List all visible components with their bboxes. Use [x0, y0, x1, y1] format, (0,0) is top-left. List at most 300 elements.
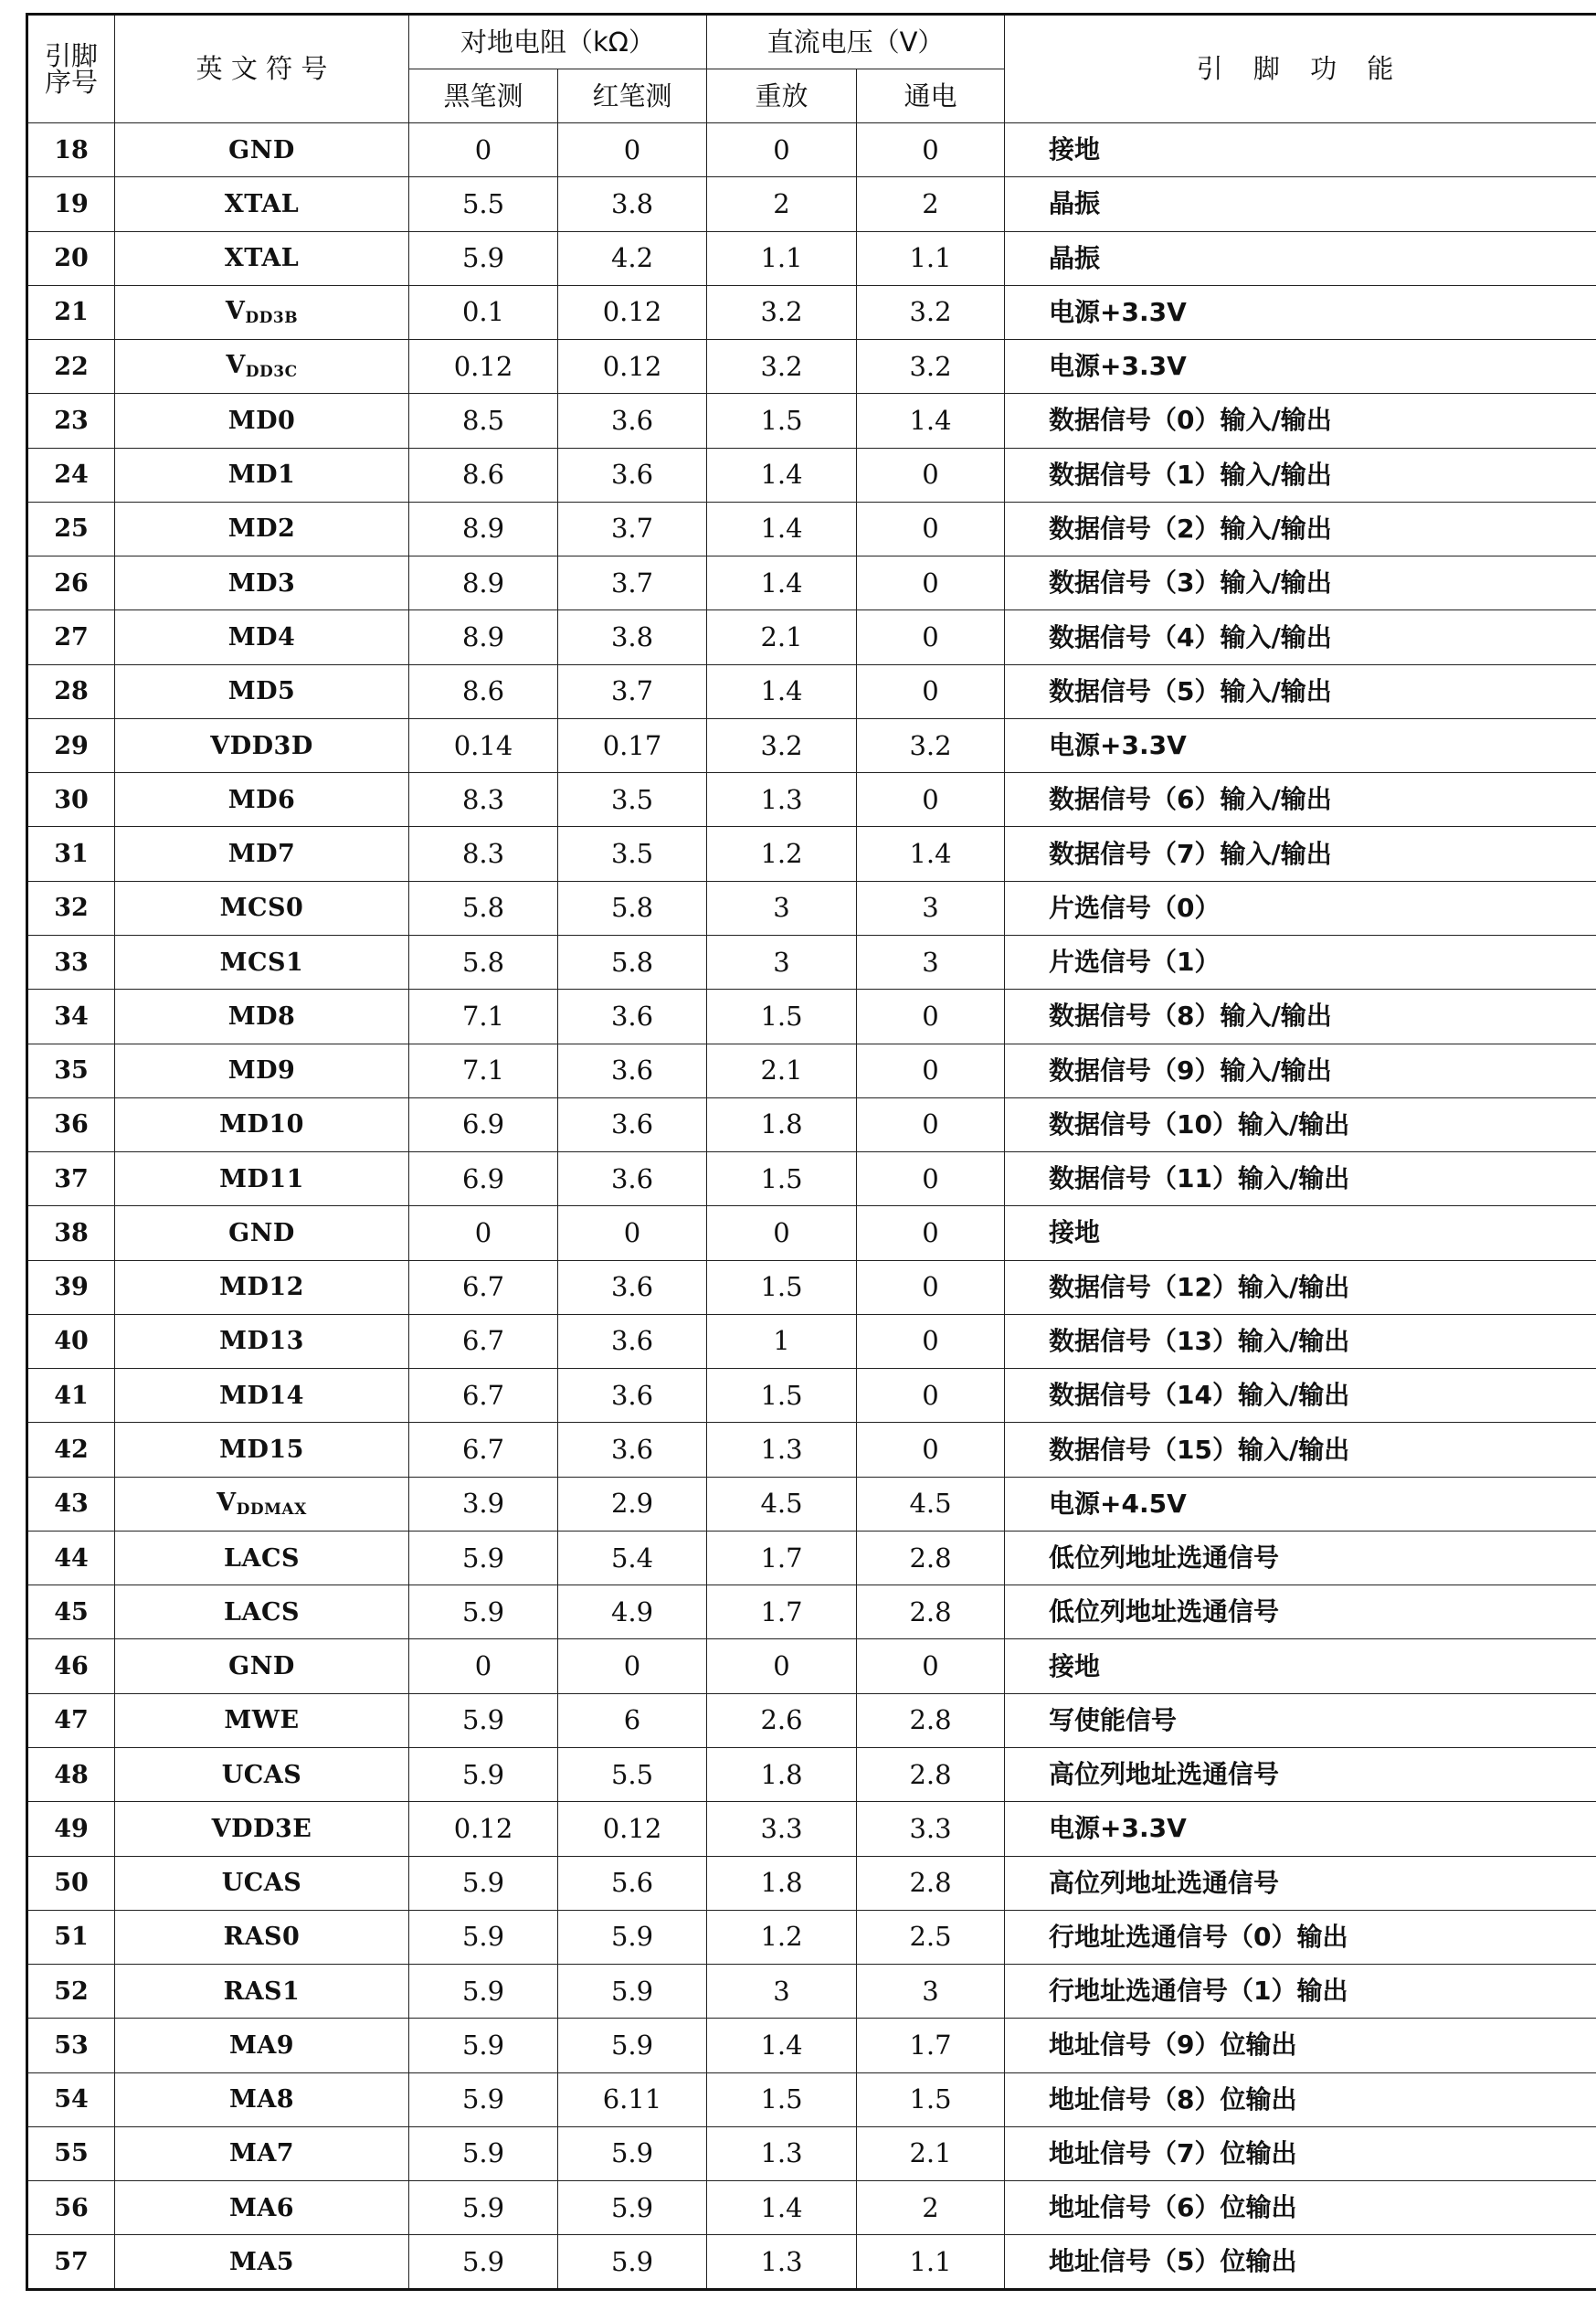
symbol-cell: MD0: [115, 394, 409, 448]
pin-number-cell: 22: [27, 340, 115, 394]
table-row: [27, 1260, 1596, 1314]
table-row: [27, 1802, 1596, 1856]
power-on-voltage-cell: 3.3: [857, 1802, 1005, 1856]
playback-voltage-cell: 3.2: [707, 718, 857, 772]
playback-voltage-cell: 1.2: [707, 827, 857, 881]
symbol-cell: MD11: [115, 1152, 409, 1206]
playback-voltage-cell: 3: [707, 935, 857, 989]
black-probe-cell: 8.5: [409, 394, 558, 448]
symbol-cell: RAS0: [115, 1910, 409, 1964]
playback-voltage-cell: 0: [707, 123, 857, 177]
table-row: [27, 1477, 1596, 1531]
symbol-cell: [115, 340, 409, 394]
power-on-voltage-cell: 1.5: [857, 2072, 1005, 2126]
red-probe-cell: 3.6: [558, 990, 707, 1044]
function-cell: 低位列地址选通信号: [1005, 1531, 1596, 1585]
power-on-voltage-cell: 0: [857, 502, 1005, 556]
function-cell: 电源+3.3V: [1005, 340, 1596, 394]
function-cell: 数据信号（14）输入/输出: [1005, 1369, 1596, 1423]
table-row: [27, 1152, 1596, 1206]
table-row: [27, 773, 1596, 827]
symbol-cell: MD9: [115, 1044, 409, 1097]
function-cell: 晶振: [1005, 231, 1596, 285]
table-row: [27, 1693, 1596, 1747]
table-row: [27, 1206, 1596, 1260]
black-probe-cell: 0: [409, 1206, 558, 1260]
black-probe-cell: 5.9: [409, 1585, 558, 1639]
pin-number-cell: 47: [27, 1693, 115, 1747]
table-row: [27, 2181, 1596, 2235]
power-on-header: 通电: [857, 69, 1005, 123]
black-probe-cell: 6.7: [409, 1369, 558, 1423]
black-probe-cell: 6.7: [409, 1314, 558, 1368]
table-row: [27, 610, 1596, 664]
pin-number-cell: 50: [27, 1856, 115, 1910]
table-row: [27, 2072, 1596, 2126]
function-cell: 片选信号（1）: [1005, 935, 1596, 989]
black-probe-cell: 6.7: [409, 1423, 558, 1477]
symbol-cell: LACS: [115, 1531, 409, 1585]
red-probe-cell: 0: [558, 123, 707, 177]
symbol-cell: MD2: [115, 502, 409, 556]
red-probe-cell: 3.7: [558, 502, 707, 556]
pin-number-cell: 18: [27, 123, 115, 177]
black-probe-cell: 8.6: [409, 664, 558, 718]
function-cell: 电源+4.5V: [1005, 1477, 1596, 1531]
black-probe-cell: 5.9: [409, 231, 558, 285]
table-row: [27, 556, 1596, 610]
table-row: [27, 2126, 1596, 2180]
symbol-cell: UCAS: [115, 1747, 409, 1801]
black-probe-cell: 8.6: [409, 448, 558, 502]
playback-voltage-cell: 1.4: [707, 502, 857, 556]
function-cell: 数据信号（5）输入/输出: [1005, 664, 1596, 718]
black-probe-cell: 8.3: [409, 773, 558, 827]
power-on-voltage-cell: 0: [857, 448, 1005, 502]
power-on-voltage-cell: 2.8: [857, 1693, 1005, 1747]
function-cell: 地址信号（8）位输出: [1005, 2072, 1596, 2126]
black-probe-cell: 6.7: [409, 1260, 558, 1314]
pin-number-cell: 34: [27, 990, 115, 1044]
power-on-voltage-cell: 1.1: [857, 231, 1005, 285]
power-on-voltage-cell: 0: [857, 1152, 1005, 1206]
black-probe-cell: 8.9: [409, 610, 558, 664]
playback-voltage-cell: 1: [707, 1314, 857, 1368]
power-on-voltage-cell: 0: [857, 123, 1005, 177]
symbol-cell: GND: [115, 123, 409, 177]
symbol-cell: GND: [115, 1206, 409, 1260]
power-on-voltage-cell: 2.1: [857, 2126, 1005, 2180]
symbol-cell: XTAL: [115, 177, 409, 231]
table-row: [27, 2235, 1596, 2290]
power-on-voltage-cell: 3.2: [857, 340, 1005, 394]
red-probe-cell: 6: [558, 1693, 707, 1747]
function-cell: 数据信号（10）输入/输出: [1005, 1097, 1596, 1151]
table-row: [27, 664, 1596, 718]
table-row: [27, 1044, 1596, 1097]
function-cell: 地址信号（9）位输出: [1005, 2019, 1596, 2072]
power-on-voltage-cell: 0: [857, 1044, 1005, 1097]
symbol-cell: MD5: [115, 664, 409, 718]
table-row: [27, 285, 1596, 339]
pin-number-cell: 41: [27, 1369, 115, 1423]
symbol-base: V: [225, 296, 246, 325]
pin-number-cell: 54: [27, 2072, 115, 2126]
function-cell: 地址信号（7）位输出: [1005, 2126, 1596, 2180]
symbol-subscript: DD3B: [245, 308, 299, 327]
function-cell: 数据信号（8）输入/输出: [1005, 990, 1596, 1044]
power-on-voltage-cell: 0: [857, 1423, 1005, 1477]
symbol-cell: MD10: [115, 1097, 409, 1151]
table-body: [27, 123, 1596, 2290]
resistance-header: 对地电阻（kΩ）: [409, 15, 707, 69]
red-probe-cell: 5.5: [558, 1747, 707, 1801]
black-probe-cell: 5.9: [409, 1531, 558, 1585]
power-on-voltage-cell: 2.8: [857, 1585, 1005, 1639]
playback-voltage-cell: 1.7: [707, 1531, 857, 1585]
playback-voltage-cell: 1.5: [707, 990, 857, 1044]
red-probe-cell: 3.6: [558, 1152, 707, 1206]
pin-number-cell: 52: [27, 1965, 115, 2019]
playback-voltage-cell: 1.5: [707, 2072, 857, 2126]
red-probe-cell: 5.9: [558, 1910, 707, 1964]
red-probe-cell: 0: [558, 1206, 707, 1260]
red-probe-cell: 3.6: [558, 1423, 707, 1477]
black-probe-cell: 5.8: [409, 881, 558, 935]
symbol-cell: MWE: [115, 1693, 409, 1747]
power-on-voltage-cell: 0: [857, 1097, 1005, 1151]
black-probe-cell: 0.14: [409, 718, 558, 772]
table-row: [27, 1747, 1596, 1801]
power-on-voltage-cell: 3: [857, 1965, 1005, 2019]
playback-voltage-cell: 2.1: [707, 610, 857, 664]
black-probe-cell: 5.5: [409, 177, 558, 231]
red-probe-cell: 2.9: [558, 1477, 707, 1531]
red-probe-cell: 3.6: [558, 1369, 707, 1423]
power-on-voltage-cell: 0: [857, 1639, 1005, 1693]
playback-voltage-cell: 3.2: [707, 285, 857, 339]
function-cell: 片选信号（0）: [1005, 881, 1596, 935]
table-header: [27, 15, 1596, 123]
symbol-cell: MCS0: [115, 881, 409, 935]
function-cell: 地址信号（5）位输出: [1005, 2235, 1596, 2290]
red-probe-cell: 0.12: [558, 285, 707, 339]
function-cell: 数据信号（4）输入/输出: [1005, 610, 1596, 664]
power-on-voltage-cell: 0: [857, 1369, 1005, 1423]
table-row: [27, 990, 1596, 1044]
symbol-cell: MD14: [115, 1369, 409, 1423]
function-cell: 数据信号（13）输入/输出: [1005, 1314, 1596, 1368]
black-probe-cell: 0: [409, 123, 558, 177]
symbol-base: V: [226, 351, 246, 380]
playback-voltage-cell: 1.5: [707, 1369, 857, 1423]
black-probe-cell: 5.9: [409, 1747, 558, 1801]
symbol-cell: MD7: [115, 827, 409, 881]
playback-voltage-cell: 1.4: [707, 664, 857, 718]
playback-voltage-cell: 1.5: [707, 1152, 857, 1206]
function-cell: 数据信号（6）输入/输出: [1005, 773, 1596, 827]
playback-voltage-cell: 1.5: [707, 1260, 857, 1314]
power-on-voltage-cell: 0: [857, 664, 1005, 718]
symbol-cell: [115, 285, 409, 339]
symbol-cell: MD1: [115, 448, 409, 502]
power-on-voltage-cell: 0: [857, 1260, 1005, 1314]
pin-number-cell: 48: [27, 1747, 115, 1801]
power-on-voltage-cell: 2: [857, 2181, 1005, 2235]
pin-number-cell: 25: [27, 502, 115, 556]
playback-voltage-cell: 3.2: [707, 340, 857, 394]
symbol-base: V: [217, 1488, 237, 1517]
playback-header: 重放: [707, 69, 857, 123]
pin-number-cell: 38: [27, 1206, 115, 1260]
red-probe-cell: 6.11: [558, 2072, 707, 2126]
red-probe-cell: 3.6: [558, 394, 707, 448]
symbol-cell: [115, 1477, 409, 1531]
function-cell: 数据信号（12）输入/输出: [1005, 1260, 1596, 1314]
power-on-voltage-cell: 2.5: [857, 1910, 1005, 1964]
symbol-cell: MA9: [115, 2019, 409, 2072]
pin-number-cell: 46: [27, 1639, 115, 1693]
black-probe-cell: 5.9: [409, 2235, 558, 2290]
black-probe-cell: 7.1: [409, 990, 558, 1044]
pin-number-cell: 23: [27, 394, 115, 448]
pin-number-cell: 51: [27, 1910, 115, 1964]
function-cell: 接地: [1005, 123, 1596, 177]
red-probe-cell: 5.9: [558, 2019, 707, 2072]
playback-voltage-cell: 3.3: [707, 1802, 857, 1856]
playback-voltage-cell: 0: [707, 1206, 857, 1260]
pin-number-cell: 42: [27, 1423, 115, 1477]
symbol-cell: MD13: [115, 1314, 409, 1368]
table-row: [27, 1314, 1596, 1368]
symbol-cell: VDD3E: [115, 1802, 409, 1856]
red-probe-cell: 5.6: [558, 1856, 707, 1910]
function-cell: 地址信号（6）位输出: [1005, 2181, 1596, 2235]
table-row: [27, 1585, 1596, 1639]
function-cell: 写使能信号: [1005, 1693, 1596, 1747]
red-probe-cell: 0: [558, 1639, 707, 1693]
playback-voltage-cell: 1.8: [707, 1097, 857, 1151]
power-on-voltage-cell: 0: [857, 1206, 1005, 1260]
black-probe-cell: 5.9: [409, 1965, 558, 2019]
playback-voltage-cell: 1.5: [707, 394, 857, 448]
red-probe-cell: 3.8: [558, 177, 707, 231]
function-cell: 低位列地址选通信号: [1005, 1585, 1596, 1639]
symbol-cell: MD6: [115, 773, 409, 827]
pin-number-cell: 44: [27, 1531, 115, 1585]
red-probe-cell: 0.12: [558, 340, 707, 394]
black-probe-header: 黑笔测: [409, 69, 558, 123]
red-probe-cell: 3.8: [558, 610, 707, 664]
power-on-voltage-cell: 3: [857, 881, 1005, 935]
power-on-voltage-cell: 1.7: [857, 2019, 1005, 2072]
symbol-cell: MD8: [115, 990, 409, 1044]
symbol-cell: MA5: [115, 2235, 409, 2290]
pin-number-cell: 33: [27, 935, 115, 989]
symbol-cell: GND: [115, 1639, 409, 1693]
playback-voltage-cell: 1.3: [707, 773, 857, 827]
red-probe-cell: 0.17: [558, 718, 707, 772]
red-probe-cell: 5.4: [558, 1531, 707, 1585]
pin-number-cell: 43: [27, 1477, 115, 1531]
power-on-voltage-cell: 2.8: [857, 1747, 1005, 1801]
pin-number-cell: 30: [27, 773, 115, 827]
red-probe-cell: 5.9: [558, 1965, 707, 2019]
function-cell: 电源+3.3V: [1005, 718, 1596, 772]
power-on-voltage-cell: 2.8: [857, 1531, 1005, 1585]
playback-voltage-cell: 1.4: [707, 2019, 857, 2072]
function-cell: 高位列地址选通信号: [1005, 1747, 1596, 1801]
red-probe-cell: 3.7: [558, 556, 707, 610]
pin-number-cell: 21: [27, 285, 115, 339]
red-probe-cell: 5.9: [558, 2181, 707, 2235]
function-cell: 数据信号（11）输入/输出: [1005, 1152, 1596, 1206]
function-cell: 数据信号（7）输入/输出: [1005, 827, 1596, 881]
black-probe-cell: 6.9: [409, 1097, 558, 1151]
pin-number-cell: 24: [27, 448, 115, 502]
black-probe-cell: 5.9: [409, 2019, 558, 2072]
symbol-cell: MA7: [115, 2126, 409, 2180]
playback-voltage-cell: 3: [707, 1965, 857, 2019]
table-row: [27, 718, 1596, 772]
playback-voltage-cell: 1.3: [707, 2235, 857, 2290]
function-header: 引 脚 功 能: [1005, 15, 1596, 123]
pin-number-header-line1: 引脚: [44, 39, 98, 71]
red-probe-cell: 3.6: [558, 1314, 707, 1368]
table-row: [27, 394, 1596, 448]
red-probe-cell: 3.6: [558, 448, 707, 502]
symbol-cell: MD3: [115, 556, 409, 610]
black-probe-cell: 5.9: [409, 1856, 558, 1910]
pin-number-cell: 37: [27, 1152, 115, 1206]
pin-number-cell: 35: [27, 1044, 115, 1097]
function-cell: 数据信号（1）输入/输出: [1005, 448, 1596, 502]
playback-voltage-cell: 3: [707, 881, 857, 935]
function-cell: 接地: [1005, 1206, 1596, 1260]
function-cell: 数据信号（3）输入/输出: [1005, 556, 1596, 610]
red-probe-cell: 3.6: [558, 1097, 707, 1151]
table-row: [27, 502, 1596, 556]
black-probe-cell: 8.3: [409, 827, 558, 881]
function-cell: 数据信号（0）输入/输出: [1005, 394, 1596, 448]
playback-voltage-cell: 1.4: [707, 448, 857, 502]
red-probe-header: 红笔测: [558, 69, 707, 123]
table-row: [27, 1965, 1596, 2019]
pin-number-cell: 45: [27, 1585, 115, 1639]
symbol-cell: MD15: [115, 1423, 409, 1477]
pin-number-header: [27, 15, 115, 123]
black-probe-cell: 3.9: [409, 1477, 558, 1531]
table-row: [27, 935, 1596, 989]
function-cell: 行地址选通信号（1）输出: [1005, 1965, 1596, 2019]
playback-voltage-cell: 1.7: [707, 1585, 857, 1639]
power-on-voltage-cell: 0: [857, 773, 1005, 827]
table-row: [27, 2019, 1596, 2072]
black-probe-cell: 5.9: [409, 1693, 558, 1747]
symbol-cell: VDD3D: [115, 718, 409, 772]
black-probe-cell: 5.9: [409, 1910, 558, 1964]
power-on-voltage-cell: 2: [857, 177, 1005, 231]
pin-number-cell: 55: [27, 2126, 115, 2180]
pin-number-cell: 36: [27, 1097, 115, 1151]
function-cell: 高位列地址选通信号: [1005, 1856, 1596, 1910]
power-on-voltage-cell: 1.1: [857, 2235, 1005, 2290]
symbol-cell: MA8: [115, 2072, 409, 2126]
function-cell: 行地址选通信号（0）输出: [1005, 1910, 1596, 1964]
red-probe-cell: 5.9: [558, 2126, 707, 2180]
voltage-header: 直流电压（V）: [707, 15, 1005, 69]
black-probe-cell: 0: [409, 1639, 558, 1693]
pin-number-cell: 32: [27, 881, 115, 935]
red-probe-cell: 3.5: [558, 773, 707, 827]
playback-voltage-cell: 1.4: [707, 556, 857, 610]
symbol-cell: MCS1: [115, 935, 409, 989]
black-probe-cell: 0.12: [409, 1802, 558, 1856]
pin-number-cell: 28: [27, 664, 115, 718]
table-row: [27, 177, 1596, 231]
red-probe-cell: 3.6: [558, 1260, 707, 1314]
symbol-cell: LACS: [115, 1585, 409, 1639]
power-on-voltage-cell: 3: [857, 935, 1005, 989]
playback-voltage-cell: 2: [707, 177, 857, 231]
black-probe-cell: 0.12: [409, 340, 558, 394]
pin-number-cell: 19: [27, 177, 115, 231]
symbol-subscript: DDMAX: [236, 1500, 307, 1519]
red-probe-cell: 4.2: [558, 231, 707, 285]
black-probe-cell: 5.8: [409, 935, 558, 989]
power-on-voltage-cell: 2.8: [857, 1856, 1005, 1910]
table-row: [27, 881, 1596, 935]
pin-number-cell: 56: [27, 2181, 115, 2235]
black-probe-cell: 6.9: [409, 1152, 558, 1206]
black-probe-cell: 8.9: [409, 502, 558, 556]
pin-data-table: [26, 13, 1596, 2291]
red-probe-cell: 3.6: [558, 1044, 707, 1097]
table-row: [27, 1856, 1596, 1910]
table-row: [27, 123, 1596, 177]
playback-voltage-cell: 1.1: [707, 231, 857, 285]
table-row: [27, 448, 1596, 502]
table-row: [27, 1531, 1596, 1585]
power-on-voltage-cell: 4.5: [857, 1477, 1005, 1531]
function-cell: 接地: [1005, 1639, 1596, 1693]
red-probe-cell: 0.12: [558, 1802, 707, 1856]
table-row: [27, 1369, 1596, 1423]
playback-voltage-cell: 2.6: [707, 1693, 857, 1747]
playback-voltage-cell: 1.3: [707, 2126, 857, 2180]
function-cell: 数据信号（9）输入/输出: [1005, 1044, 1596, 1097]
red-probe-cell: 4.9: [558, 1585, 707, 1639]
power-on-voltage-cell: 0: [857, 1314, 1005, 1368]
symbol-cell: RAS1: [115, 1965, 409, 2019]
black-probe-cell: 5.9: [409, 2126, 558, 2180]
black-probe-cell: 5.9: [409, 2072, 558, 2126]
pin-number-cell: 57: [27, 2235, 115, 2290]
table-row: [27, 1910, 1596, 1964]
power-on-voltage-cell: 0: [857, 990, 1005, 1044]
playback-voltage-cell: 0: [707, 1639, 857, 1693]
table-row: [27, 1639, 1596, 1693]
pin-number-cell: 40: [27, 1314, 115, 1368]
playback-voltage-cell: 2.1: [707, 1044, 857, 1097]
symbol-cell: MD12: [115, 1260, 409, 1314]
pin-number-cell: 27: [27, 610, 115, 664]
table-row: [27, 1097, 1596, 1151]
power-on-voltage-cell: 0: [857, 610, 1005, 664]
pin-number-cell: 29: [27, 718, 115, 772]
black-probe-cell: 5.9: [409, 2181, 558, 2235]
symbol-subscript: DD3C: [245, 363, 298, 382]
